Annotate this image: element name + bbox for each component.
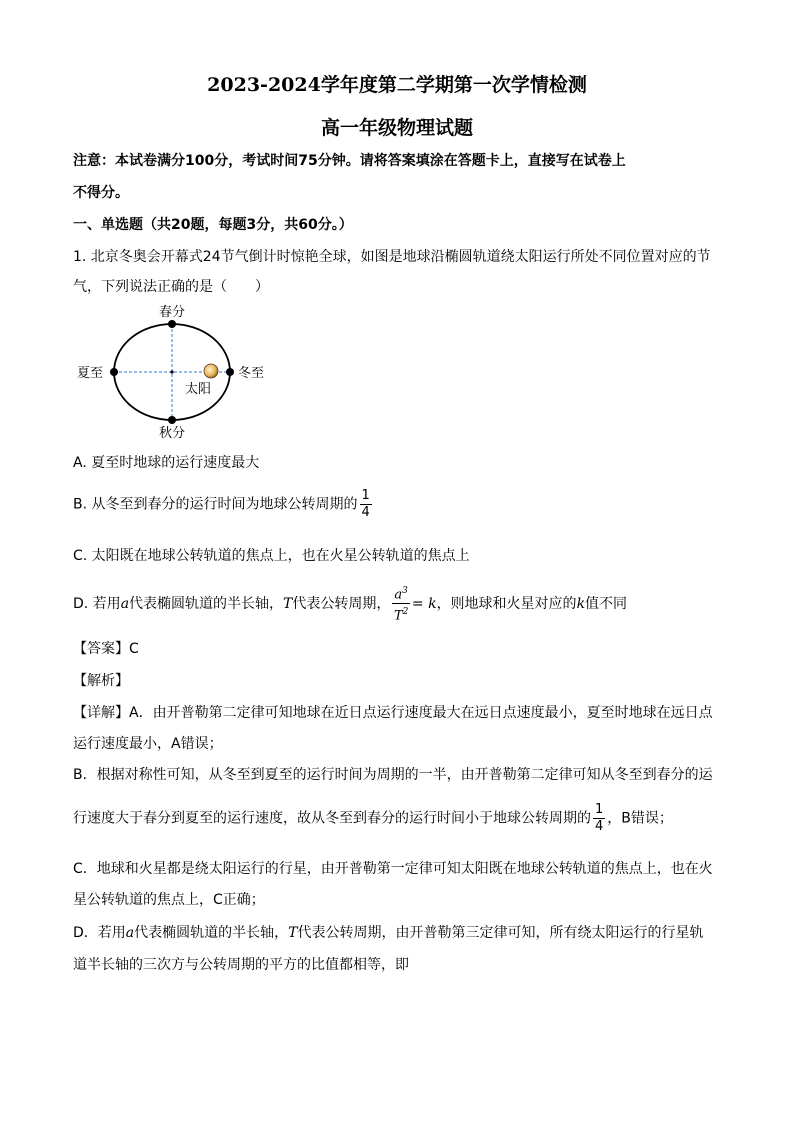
analysis-label: 【解析】 bbox=[73, 673, 129, 689]
option-d-part-4: ，则地球和火星对应的 bbox=[436, 595, 577, 612]
option-d-part-1: D. 若用 bbox=[73, 595, 121, 612]
kepler-fraction: $\frac{a^3}{T^2}$ bbox=[392, 583, 410, 625]
fraction-denominator: 4 bbox=[361, 505, 370, 520]
var-a: a bbox=[120, 595, 130, 612]
detail-line-5: C．地球和火星都是绕太阳运行的行星，由开普勒第一定律可知太阳既在地球公转轨道的焦点上，也在火 bbox=[73, 861, 713, 877]
option-b-text: B. 从冬至到春分的运行时间为地球公转周期的 bbox=[73, 496, 358, 513]
notice-line-1: 注意：本试卷满分100分，考试时间75分钟。请将答案填涂在答题卡上，直接写在试卷上 bbox=[73, 153, 626, 169]
exam-title: 2023-2024学年度第二学期第一次学情检测 bbox=[207, 74, 587, 96]
option-d-part-3: 代表公转周期， bbox=[292, 595, 391, 612]
label-spring: 春分 bbox=[158, 305, 186, 320]
detail-line-6: 星公转轨道的焦点上，C正确； bbox=[73, 892, 265, 908]
detail-line-7: D．若用a代表椭圆轨道的半长轴，T代表公转周期，由开普勒第三定律可知，所有绕太阳运行的行星轨 bbox=[73, 925, 704, 941]
equals-k: = k bbox=[411, 595, 437, 612]
fraction-numerator: 1 bbox=[361, 488, 370, 503]
label-autumn: 秋分 bbox=[158, 426, 186, 441]
exam-subtitle: 高一年级物理试题 bbox=[320, 117, 473, 139]
var-t: T bbox=[283, 595, 293, 612]
answer-label: 【答案】C bbox=[73, 641, 139, 657]
question-stem-line-1: 1. 北京冬奥会开幕式24节气倒计时惊艳全球，如图是地球沿椭圆轨道绕太阳运行所处不同位置对应的节 bbox=[73, 249, 711, 265]
detail-line-8: 道半长轴的三次方与公转周期的平方的比值都相等，即 bbox=[73, 957, 409, 973]
fraction-one-quarter-2: $\frac{1}{4}$ bbox=[595, 802, 604, 834]
option-d-part-5: 值不同 bbox=[585, 595, 628, 612]
detail-line-3: B．根据对称性可知，从冬至到夏至的运行时间为周期的一半，由开普勒第二定律可知从冬至到春分的运 bbox=[73, 767, 713, 783]
detail-line-1: 【详解】A．由开普勒第二定律可知地球在近日点运行速度最大在远日点速度最小，夏至时地球在远日点 bbox=[73, 705, 713, 721]
var-k: k bbox=[576, 595, 586, 612]
option-d bbox=[73, 583, 627, 625]
label-sun: 太阳 bbox=[185, 382, 212, 397]
orbit-diagram bbox=[73, 298, 283, 443]
detail-line-4 bbox=[73, 802, 673, 835]
fraction-one-quarter bbox=[360, 488, 372, 521]
option-d-part-2: 代表椭圆轨道的半长轴， bbox=[129, 595, 284, 612]
label-summer: 夏至 bbox=[77, 366, 104, 381]
option-a: A. 夏至时地球的运行速度最大 bbox=[73, 455, 260, 471]
label-winter: 冬至 bbox=[238, 366, 265, 381]
detail-line-2: 运行速度最小，A错误； bbox=[73, 736, 223, 752]
notice-line-2: 不得分。 bbox=[73, 185, 129, 201]
detail-line-4-end: ，B错误； bbox=[607, 810, 673, 827]
detail-line-4-text: 行速度大于春分到夏至的运行速度，故从冬至到春分的运行时间小于地球公转周期的 bbox=[73, 810, 591, 827]
section-heading: 一、单选题（共20题，每题3分，共60分。） bbox=[73, 217, 353, 233]
question-stem-line-2: 气，下列说法正确的是（ ） bbox=[73, 279, 269, 295]
option-b bbox=[73, 488, 374, 521]
option-c: C. 太阳既在地球公转轨道的焦点上，也在火星公转轨道的焦点上 bbox=[73, 548, 470, 564]
